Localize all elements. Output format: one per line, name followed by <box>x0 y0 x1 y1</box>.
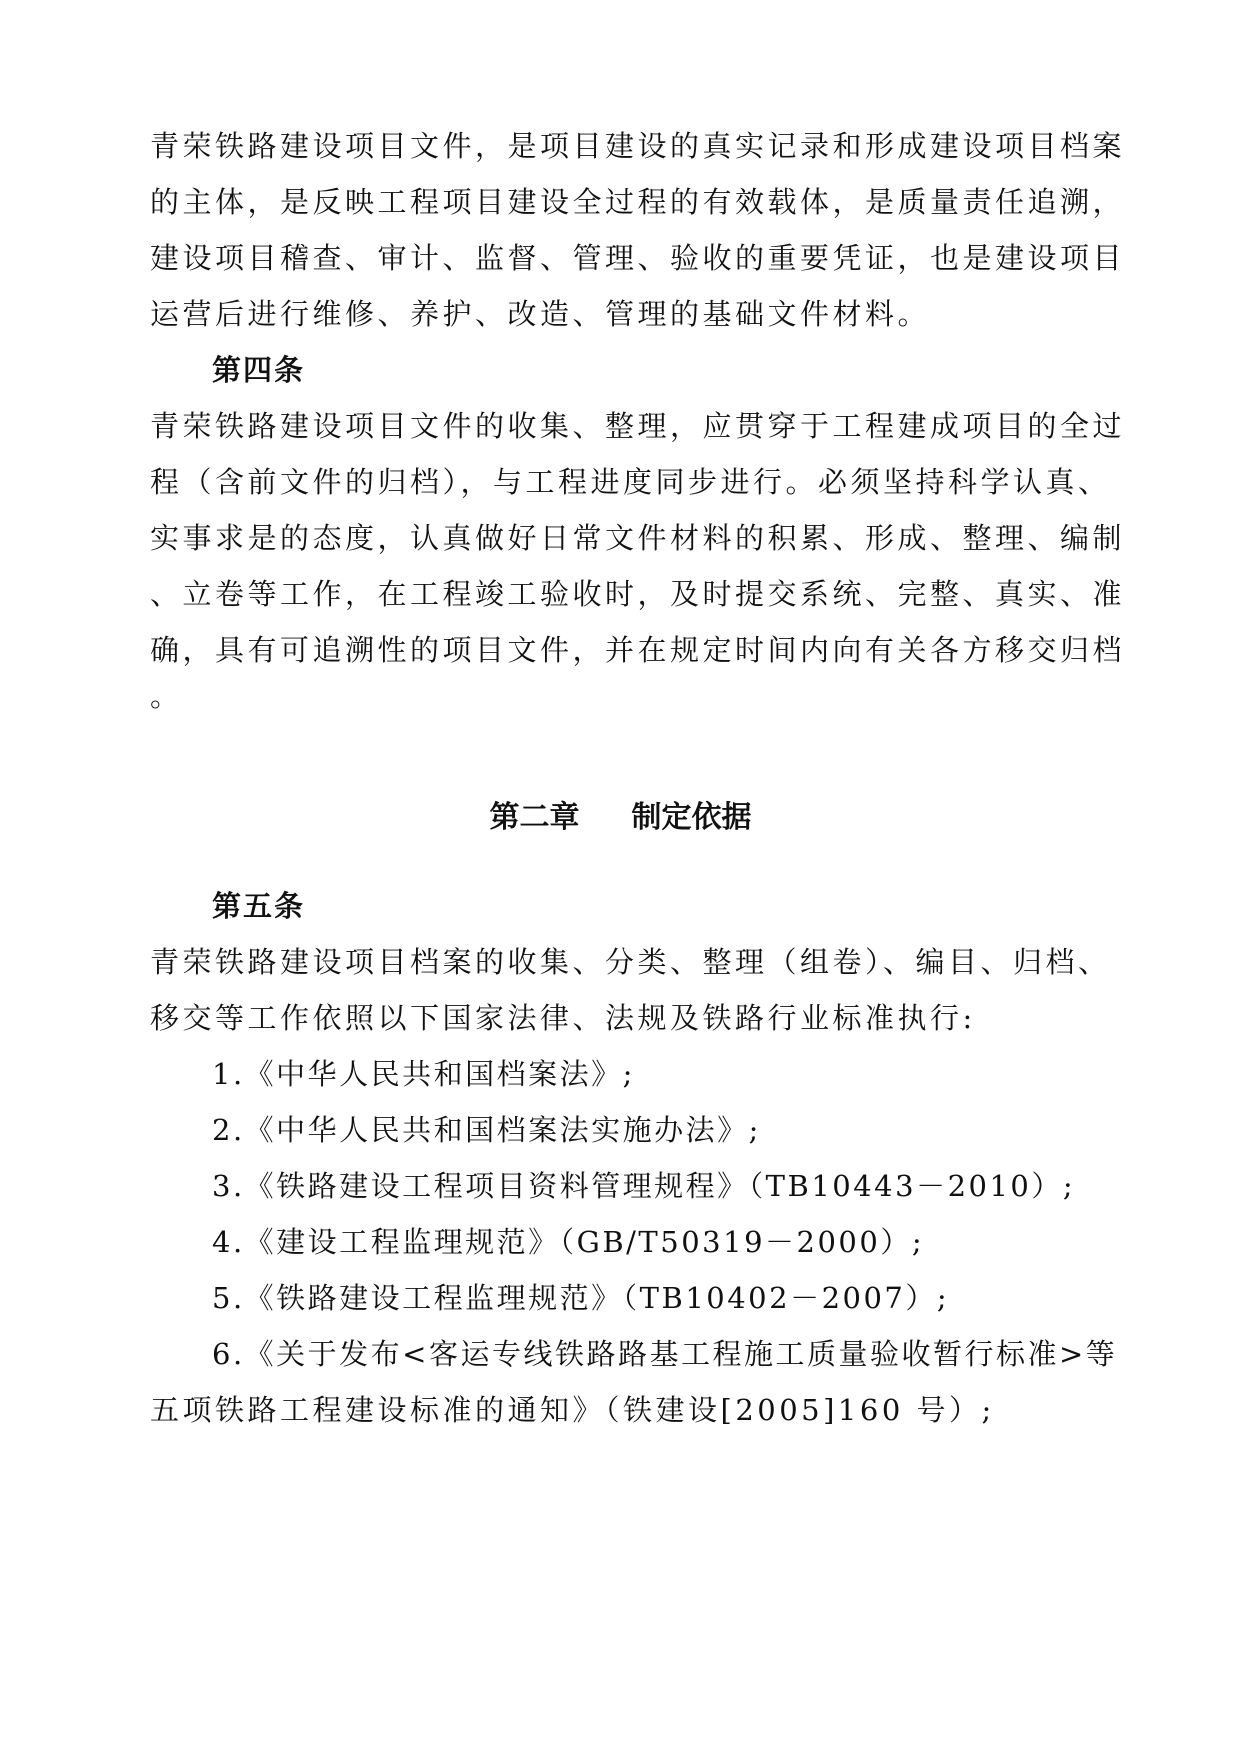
paragraph-line: 青荣铁路建设项目文件的收集、整理，应贯穿于工程建成项目的全过 <box>150 409 1126 443</box>
chapter-heading <box>0 796 1241 840</box>
chapter-number: 第二章 <box>489 800 580 835</box>
list-item-continuation: 五项铁路工程建设标准的通知》（铁建设[2005]160 号）; <box>150 1393 995 1427</box>
list-item: 3.《铁路建设工程项目资料管理规程》（TB10443－2010）; <box>212 1169 1076 1203</box>
list-item: 5.《铁路建设工程监理规范》（TB10402－2007）; <box>212 1281 950 1315</box>
paragraph-line: 。 <box>150 679 183 713</box>
paragraph-line: 、立卷等工作，在工程竣工验收时，及时提交系统、完整、真实、准 <box>150 577 1126 611</box>
list-item: 2.《中华人民共和国档案法实施办法》; <box>212 1113 761 1147</box>
paragraph-line: 的主体，是反映工程项目建设全过程的有效载体，是质量责任追溯， <box>150 185 1126 219</box>
list-item: 4.《建设工程监理规范》（GB/T50319－2000）; <box>212 1225 925 1259</box>
paragraph-line: 移交等工作依照以下国家法律、法规及铁路行业标准执行: <box>150 1001 976 1035</box>
paragraph-line: 程（含前文件的归档），与工程进度同步进行。必须坚持科学认真、 <box>150 465 1111 499</box>
article-4-heading: 第四条 <box>212 353 306 387</box>
list-item: 6.《关于发布<客运专线铁路路基工程施工质量验收暂行标准>等 <box>212 1337 1118 1371</box>
paragraph-line: 实事求是的态度，认真做好日常文件材料的积累、形成、整理、编制 <box>150 521 1126 555</box>
paragraph-line: 确，具有可追溯性的项目文件，并在规定时间内向有关各方移交归档 <box>150 633 1126 667</box>
chapter-title: 制定依据 <box>631 800 752 835</box>
paragraph-line: 运营后进行维修、养护、改造、管理的基础文件材料。 <box>150 297 931 331</box>
paragraph-line: 青荣铁路建设项目文件，是项目建设的真实记录和形成建设项目档案 <box>150 129 1126 163</box>
paragraph-line: 建设项目稽查、审计、监督、管理、验收的重要凭证，也是建设项目 <box>150 241 1126 275</box>
article-5-heading: 第五条 <box>212 889 306 923</box>
list-item: 1.《中华人民共和国档案法》; <box>212 1057 635 1091</box>
paragraph-line: 青荣铁路建设项目档案的收集、分类、整理（组卷）、编目、归档、 <box>150 945 1111 979</box>
